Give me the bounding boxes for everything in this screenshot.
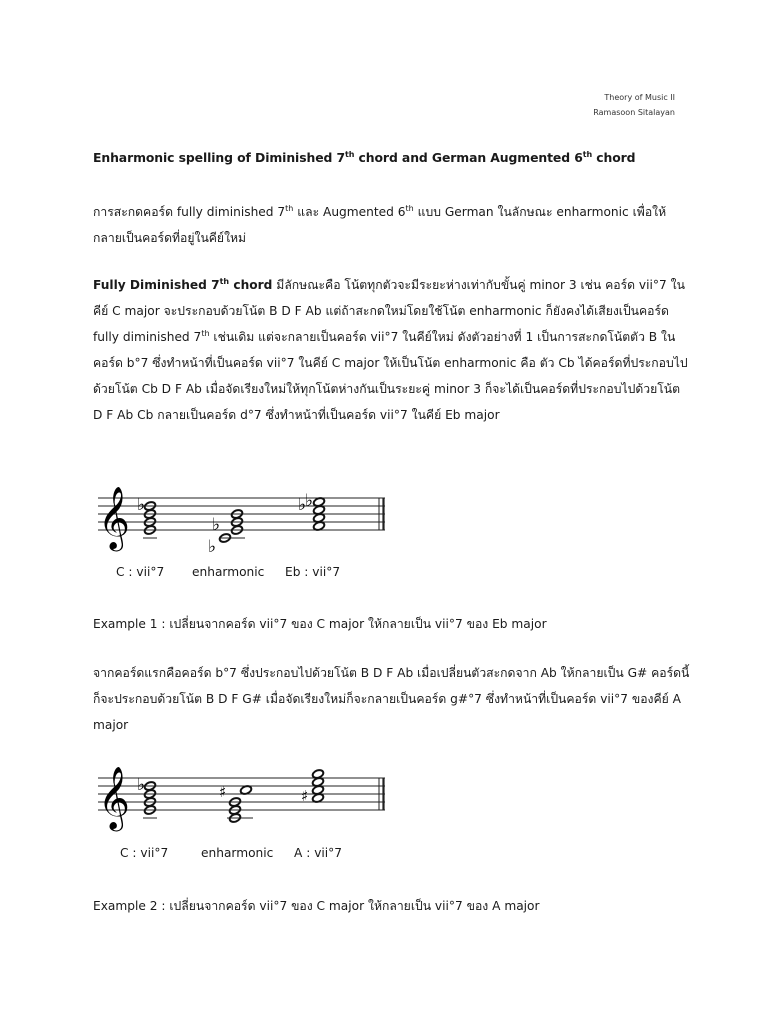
page-title: Enharmonic spelling of Diminished 7th chord and German Augmented 6th chord [93, 149, 636, 165]
flat-icon: ♭ [212, 515, 221, 535]
flat-icon: ♭ [208, 537, 217, 557]
intro-paragraph: การสะกดคอร์ด fully diminished 7th และ Augmented 6th แบบ German ในลักษณะ enharmonic เพื่อให้กลายเป็นคอร์ดที่อยู่ในคีย์ใหม่ [93, 203, 667, 245]
example-1-label-right: Eb : vii°7 [285, 565, 341, 579]
chord-1 [137, 495, 157, 538]
music-staff-1 [95, 478, 390, 563]
author-name: Ramasoon Sitalayan [593, 108, 675, 117]
example-1-label-mid: enharmonic [192, 565, 265, 579]
section-heading: Fully Diminished 7th chord [93, 276, 273, 292]
chord-2 [208, 509, 245, 557]
treble-clef-icon: 𝄞 [98, 766, 130, 829]
chord-3 [298, 491, 325, 531]
page-header [593, 90, 675, 120]
sharp-icon: ♯ [301, 787, 309, 805]
flat-icon: ♭ [137, 495, 146, 515]
example-1-staff [95, 478, 390, 563]
course-name: Theory of Music II [604, 93, 675, 102]
example-1-label-left: C : vii°7 [116, 565, 165, 579]
sharp-icon: ♯ [219, 783, 227, 801]
example-1-caption: Example 1 : เปลี่ยนจากคอร์ด vii°7 ของ C major ให้กลายเป็น vii°7 ของ Eb major [93, 617, 547, 631]
example-2-staff [95, 758, 390, 843]
example-2-label-right: A : vii°7 [294, 846, 343, 860]
chord-1 [137, 775, 157, 818]
flat-icon: ♭ [305, 491, 314, 511]
example-2-label-left: C : vii°7 [120, 846, 169, 860]
treble-clef-icon: 𝄞 [98, 486, 130, 549]
chord-3 [301, 769, 324, 805]
flat-icon: ♭ [137, 775, 146, 795]
flat-icon: ♭ [298, 495, 307, 515]
example-2-caption: Example 2 : เปลี่ยนจากคอร์ด vii°7 ของ C major ให้กลายเป็น vii°7 ของ A major [93, 899, 540, 913]
example-2-label-mid: enharmonic [201, 846, 274, 860]
music-staff-2 [95, 758, 390, 843]
second-paragraph: จากคอร์ดแรกคือคอร์ด b°7 ซึ่งประกอบไปด้วยโน้ต B D F Ab เมื่อเปลี่ยนตัวสะกดจาก Ab ให้กลายเป็น G# คอร์ดนี้ก็จะประกอบด้วยโน้ต B D F G# เมื่อจัดเรียงใหม่ก็จะกลายเป็นคอร์ด g#°7 ซึ่งทำหน้าที่เป็นคอร์ด vii°7 ของคีย์ A major [93, 666, 690, 732]
chord-2 [219, 783, 253, 823]
fully-diminished-paragraph: Fully Diminished 7th chord มีลักษณะคือ โน้ตทุกตัวจะมีระยะห่างเท่ากับขั้นคู่ minor 3 เช่น คอร์ด vii°7 ในคีย์ C major จะประกอบด้วยโน้ต B D F Ab แต่ถ้าสะกดใหม่โดยใช้โน้ต enharmonic ก็ยังคงได้เสียงเป็นคอร์ด fully diminished 7th เช่นเดิม แต่จะกลายเป็นคอร์ด vii°7 ในคีย์ใหม่ ดังตัวอย่างที่ 1 เป็นการสะกดโน้ตตัว B ในคอร์ด b°7 ซึ่งทำหน้าที่เป็นคอร์ด vii°7 ในคีย์ C major ให้เป็นโน้ต enharmonic คือ ตัว Cb ได้คอร์ดที่ประกอบไปด้วยโน้ต Cb D F Ab เมื่อจัดเรียงใหม่ให้ทุกโน้ตห่างกันเป็นระยะคู่ minor 3 ก็จะได้เป็นคอร์ดที่ประกอบไปด้วยโน้ต D F Ab Cb กลายเป็นคอร์ด d°7 ซึ่งทำหน้าที่เป็นคอร์ด vii°7 ในคีย์ Eb major [93, 276, 688, 422]
